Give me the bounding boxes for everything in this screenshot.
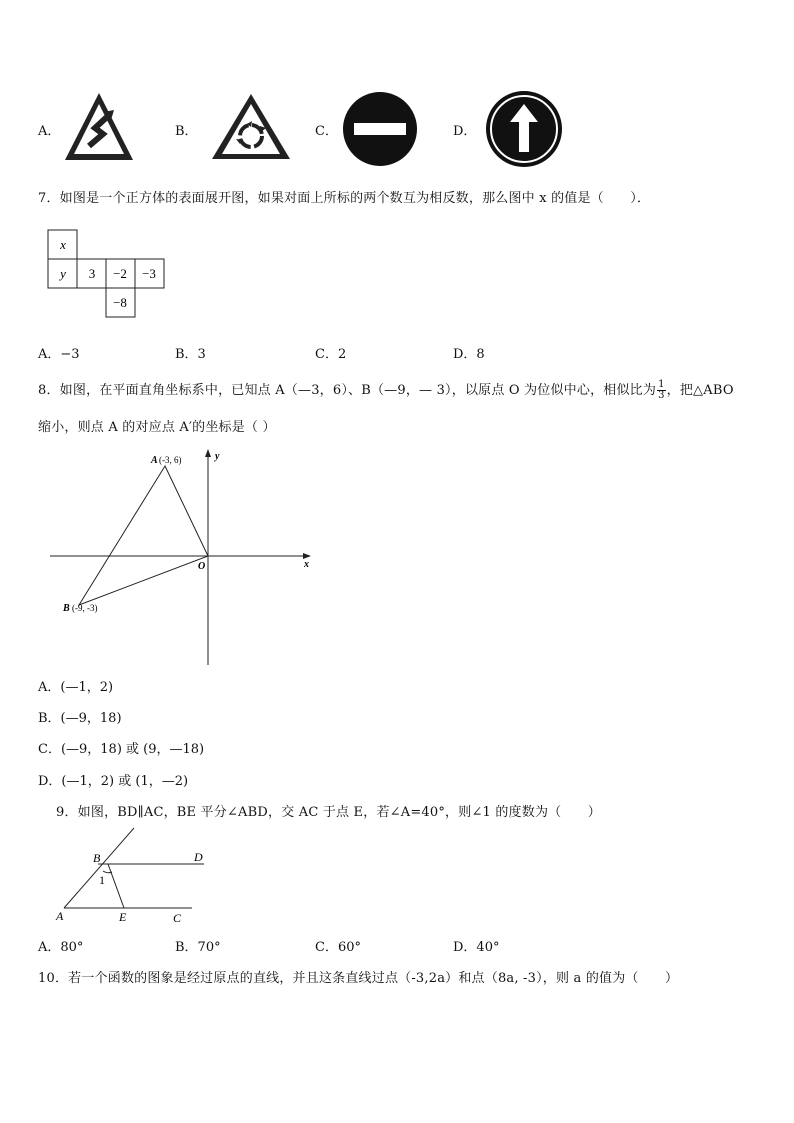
q6-option-d-label: D． bbox=[453, 124, 477, 139]
q7-answer-c: C．2 bbox=[315, 347, 347, 362]
coordinate-plane-figure bbox=[45, 445, 325, 670]
q8-question-text-line2: 缩小，则点 A 的对应点 A′的坐标是（ ） bbox=[38, 420, 276, 435]
q8-question-text-line1 bbox=[38, 379, 734, 401]
line-ab-extended bbox=[64, 828, 134, 908]
q6-option-b-label: B． bbox=[175, 124, 198, 139]
q9-question-text: 9．如图，BD∥AC，BE 平分∠ABD，交 AC 于点 E，若∠A=40°，则∠1 的度数为（ ） bbox=[56, 805, 601, 820]
net-label-y: y bbox=[60, 266, 66, 281]
q9-answer-d: D．40° bbox=[453, 940, 500, 955]
net-label-neg8: −8 bbox=[113, 295, 127, 310]
cube-net-figure bbox=[47, 229, 167, 321]
line-be bbox=[108, 864, 124, 908]
q9-answer-b: B．70° bbox=[175, 940, 221, 955]
triangle-abo bbox=[79, 466, 208, 605]
label-c: C bbox=[173, 911, 182, 925]
label-point-a-coord: (-3, 6) bbox=[159, 455, 182, 465]
q6-option-c-label: C． bbox=[315, 124, 338, 139]
label-a: A bbox=[56, 909, 64, 923]
no-entry-sign-icon bbox=[342, 91, 418, 167]
label-point-a: A bbox=[151, 455, 158, 466]
label-angle-1: 1 bbox=[99, 873, 105, 887]
q9-answer-c: C．60° bbox=[315, 940, 361, 955]
q8-fraction-numerator: 1 bbox=[658, 379, 665, 390]
q8-answer-c: C．(—9，18) 或 (9，—18) bbox=[38, 742, 205, 757]
label-origin: O bbox=[198, 561, 206, 572]
q6-option-a-label: A． bbox=[38, 124, 61, 139]
q8-answer-d: D．(—1，2) 或 (1，—2) bbox=[38, 774, 189, 789]
q10-question-text: 10．若一个函数的图象是经过原点的直线，并且这条直线过点（-3,2a）和点（8a, -3），则 a 的值为（ ） bbox=[38, 971, 679, 986]
roundabout-warning-sign-icon bbox=[210, 92, 292, 162]
label-y: y bbox=[215, 451, 220, 462]
q9-answer-a: A．80° bbox=[38, 940, 84, 955]
straight-ahead-sign-icon bbox=[485, 90, 563, 168]
label-point-b: B bbox=[63, 603, 70, 614]
q7-answer-b: B．3 bbox=[175, 347, 206, 362]
label-d: D bbox=[194, 850, 203, 864]
q8-text-before-fraction: 8．如图，在平面直角坐标系中，已知点 A（—3，6）、B（—9，— 3），以原点 O 为位似中心，相似比为 bbox=[38, 383, 657, 398]
net-label-neg2: −2 bbox=[113, 266, 127, 281]
label-x: x bbox=[304, 559, 309, 570]
label-b: B bbox=[93, 851, 101, 865]
net-label-neg3: −3 bbox=[142, 266, 156, 281]
q8-ratio-fraction bbox=[657, 380, 666, 401]
q7-question-text: 7．如图是一个正方体的表面展开图，如果对面上所标的两个数互为相反数，那么图中 x 的值是（ ）． bbox=[38, 191, 651, 206]
net-label-x: x bbox=[60, 237, 66, 252]
net-label-3: 3 bbox=[88, 266, 96, 281]
q8-fraction-denominator: 3 bbox=[658, 390, 665, 401]
q8-answer-a: A．(—1，2) bbox=[38, 680, 114, 695]
parallel-lines-figure bbox=[52, 826, 210, 926]
q8-answer-b: B．(—9，18) bbox=[38, 711, 122, 726]
y-axis-arrow-icon bbox=[205, 449, 211, 457]
label-point-b-coord: (-9, -3) bbox=[72, 603, 98, 613]
sharp-turn-warning-sign-icon bbox=[62, 90, 136, 164]
q8-text-after-fraction: ，把△ABO bbox=[666, 383, 734, 398]
label-e: E bbox=[119, 910, 127, 924]
q7-answer-d: D．8 bbox=[453, 347, 485, 362]
q7-answer-a: A．−3 bbox=[38, 347, 80, 362]
